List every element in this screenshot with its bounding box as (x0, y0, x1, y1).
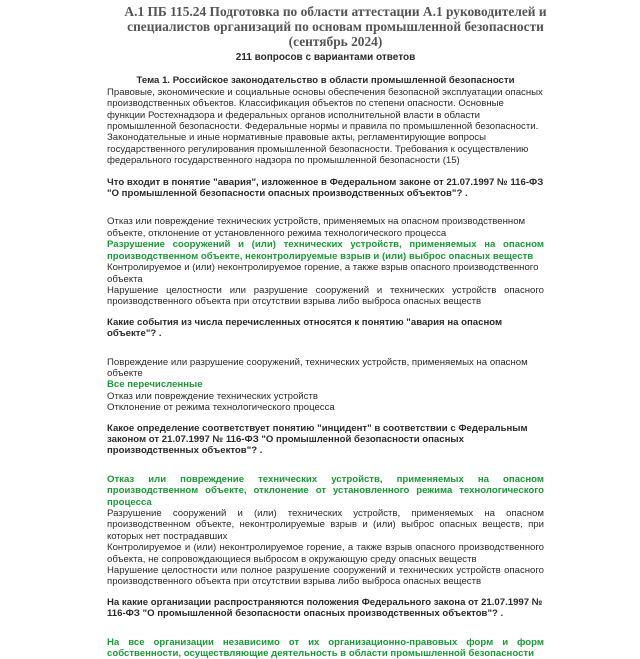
answer-option: Отказ или повреждение технических устройств, применяемых на опасном производственном объекте, отклонение от установленного режима технологического процесса (107, 216, 526, 239)
answer-list-4 (107, 637, 544, 659)
answer-list-2 (107, 357, 544, 414)
answer-option: Нарушение целостности или полное разрушение сооружений и технических устройств опасного производственного объекта при отсутствии взрыва либо выброса опасных веществ (107, 565, 544, 588)
question-2: Какие события из числа перечисленных относятся к понятию "авария на опасном объекте"? . (107, 316, 503, 340)
answer-option: Контролируемое и (или) неконтролируемое горение, а также взрыв опасного производственного объекта (107, 262, 539, 285)
answer-option: Разрушение сооружений и (или) технических устройств, применяемых на опасном производственном объекте, неконтролируемые взрыв и (или) выброс опасных веществ, при которых нет пострадавших (107, 508, 544, 542)
answer-option: Отклонение от режима технологического процесса (107, 402, 335, 414)
document-title: А.1 ПБ 115.24 Подготовка по области аттестации А.1 руководителей и специалистов организаций по основам промышленной безопасности (сентябрь 2024) (124, 4, 547, 49)
topic-description: Правовые, экономические и социальные основы обеспечения безопасной эксплуатации опасных производственных объектов. Классификация объектов по степени опасности. Основные функции Ростехнадзора и федеральных органов исполнительной власти в области промышленной безопасности. Федеральные нормы и правила по промышленной безопасности. Законодательные и иные нормативные правовые акты, регламентирующие вопросы государственного регулирования промышленной безопасности. Требования к осуществлению федерального государственного надзора по промышленной безопасности (15) (107, 86, 543, 167)
topic-heading: Тема 1. Российское законодательство в области промышленной безопасности (136, 75, 515, 87)
question-4: На какие организации распространяются положения Федерального закона от 21.07.1997 № 116-ФЗ "О промышленной безопасности опасных производственных объектов"? . (107, 596, 543, 620)
answer-option: Отказ или повреждение технических устройств (107, 390, 318, 402)
answer-list-1 (107, 216, 544, 307)
answer-option: Повреждение или разрушение сооружений, технических устройств, применяемых на опасном объекте (107, 356, 528, 379)
document-subtitle: 211 вопросов с вариантами ответов (235, 52, 416, 63)
answer-option: Нарушение целостности или разрушение сооружений и технических устройств опасного производственного объекта при отсутствии взрыва либо выброса опасных веществ (107, 284, 544, 308)
answer-option-correct: Все перечисленные (107, 379, 203, 391)
answer-option: Контролируемое и (или) неконтролируемое горение, а также взрыв опасного производственного объекта, не сопровождающиеся выбросом в окружающую среду опасных веществ (107, 542, 544, 565)
answer-option-correct: На все организации независимо от их организационно-правовых форм и форм собственности, осуществляющие деятельность в области промышленной безопасности (107, 636, 544, 659)
question-1: Что входит в понятие "авария", изложенное в Федеральном законе от 21.07.1997 № 116-ФЗ "О промышленной безопасности опасных производственных объектов"? . (107, 176, 544, 200)
answer-list-3 (107, 474, 544, 588)
answer-option-correct: Отказ или повреждение технических устройств, применяемых на опасном производственном объекте, отклонение от установленного режима технологического процесса (107, 473, 544, 508)
question-3: Какое определение соответствует понятию "инцидент" в соответствии с Федеральным законом от 21.07.1997 № 116-ФЗ "О промышленной безопасности опасных производственных объектов"? . (107, 422, 528, 457)
answer-option-correct: Разрушение сооружений и (или) технических устройств, применяемых на опасном производственном объекте, неконтролируемые взрыв и (или) выброс опасных веществ (107, 239, 544, 262)
